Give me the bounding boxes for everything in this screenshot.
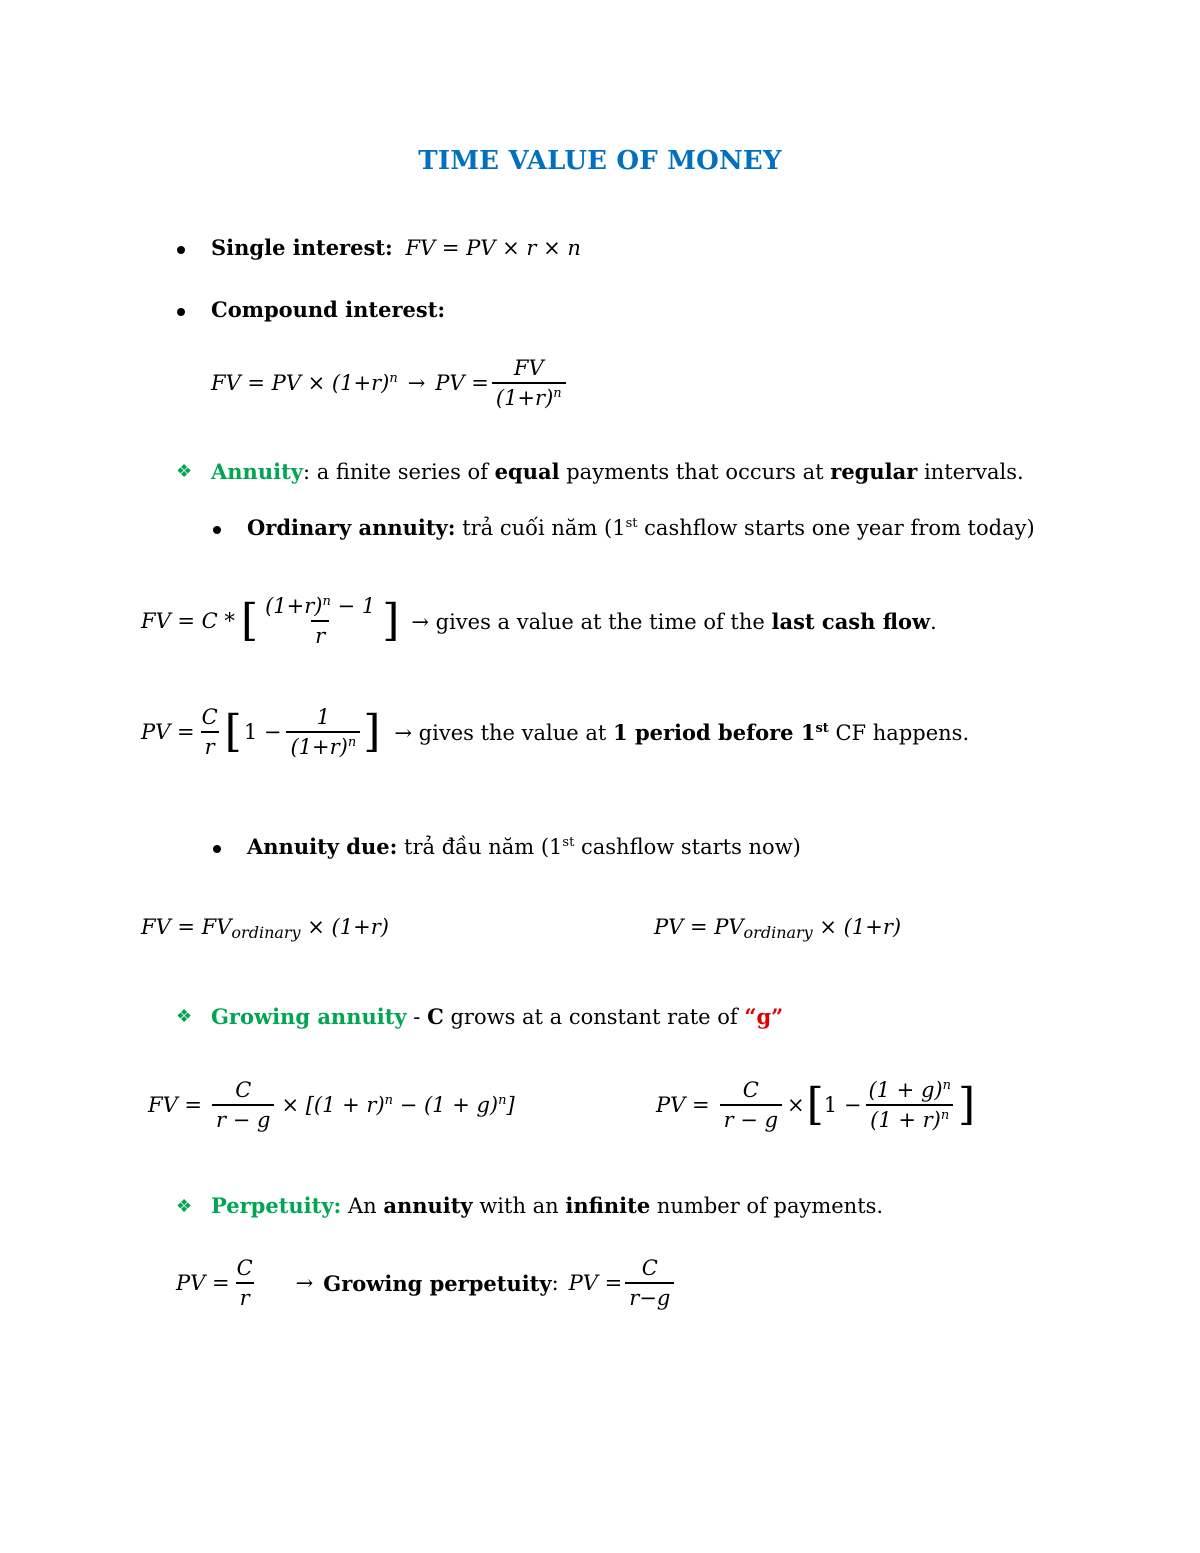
growing-pv-formula: PV = $\frac{C}{r - g}$ × [ 1 − $\frac{(1 + g)^n}{(1 + r)^n}$ ] (656, 1077, 976, 1132)
growing-annuity-line: Growing annuity - C grows at a constant rate of “g” (211, 1004, 784, 1029)
diamond-bullet-icon: ❖ (176, 1196, 193, 1217)
due-pv-formula: PV = $PV_{ordinary} \times (1+r)$ (654, 915, 902, 942)
ordinary-fv-note: → gives a value at the time of the last cash flow. (411, 608, 937, 634)
single-interest-label: Single interest: (211, 235, 393, 260)
bullet (177, 308, 185, 316)
page-title: TIME VALUE OF MONEY (418, 146, 782, 176)
ordinary-fv-formula: FV = C * [ $\frac{(1+r)^n - 1}{r}$ ] → gives a value at the time of the last cash flow. (141, 593, 937, 648)
compound-fv-formula: FV = PV × $(1+r)^n$ (211, 371, 398, 395)
compound-formula (211, 352, 569, 414)
arrow-icon: → (407, 371, 426, 395)
bullet (213, 526, 221, 534)
single-interest-line (211, 235, 581, 260)
bullet (177, 246, 185, 254)
compound-pv-lhs: PV = (435, 371, 489, 395)
growing-fv-formula: FV = $\frac{C}{r - g}$ × $[(1 + r)^n - (1 + g)^n]$ (148, 1077, 515, 1132)
arrow-icon: → (295, 1271, 314, 1295)
due-fv-formula: FV = $FV_{ordinary} \times (1+r)$ (141, 915, 389, 942)
perpetuity-line: Perpetuity: An annuity with an infinite number of payments. (211, 1193, 884, 1218)
diamond-bullet-icon: ❖ (176, 461, 193, 482)
diamond-bullet-icon: ❖ (176, 1006, 193, 1027)
ordinary-pv-formula: PV = $\frac{C}{r}$ [ 1 − $\frac{1}{(1+r)^n}$ ] → gives the value at 1 period before 1st CF happens. (141, 704, 970, 759)
perpetuity-formula: PV = $\frac{C}{r}$ → Growing perpetuity : PV = $\frac{C}{r-g}$ (176, 1248, 677, 1318)
annuity-definition: Annuity: a finite series of equal payments that occurs at regular intervals. (211, 459, 1024, 484)
single-interest-formula: FV = PV × r × n (405, 236, 581, 260)
compound-interest-label: Compound interest: (211, 297, 446, 322)
compound-pv-fraction: $\frac{FV}{(1+r)^n}$ (492, 356, 566, 410)
ordinary-annuity-line: Ordinary annuity: trả cuối năm (1st cashflow starts one year from today) (247, 515, 1035, 540)
ordinary-pv-note: → gives the value at 1 period before 1st CF happens. (394, 719, 970, 745)
bullet (213, 845, 221, 853)
annuity-due-line: Annuity due: trả đầu năm (1st cashflow starts now) (247, 834, 801, 859)
